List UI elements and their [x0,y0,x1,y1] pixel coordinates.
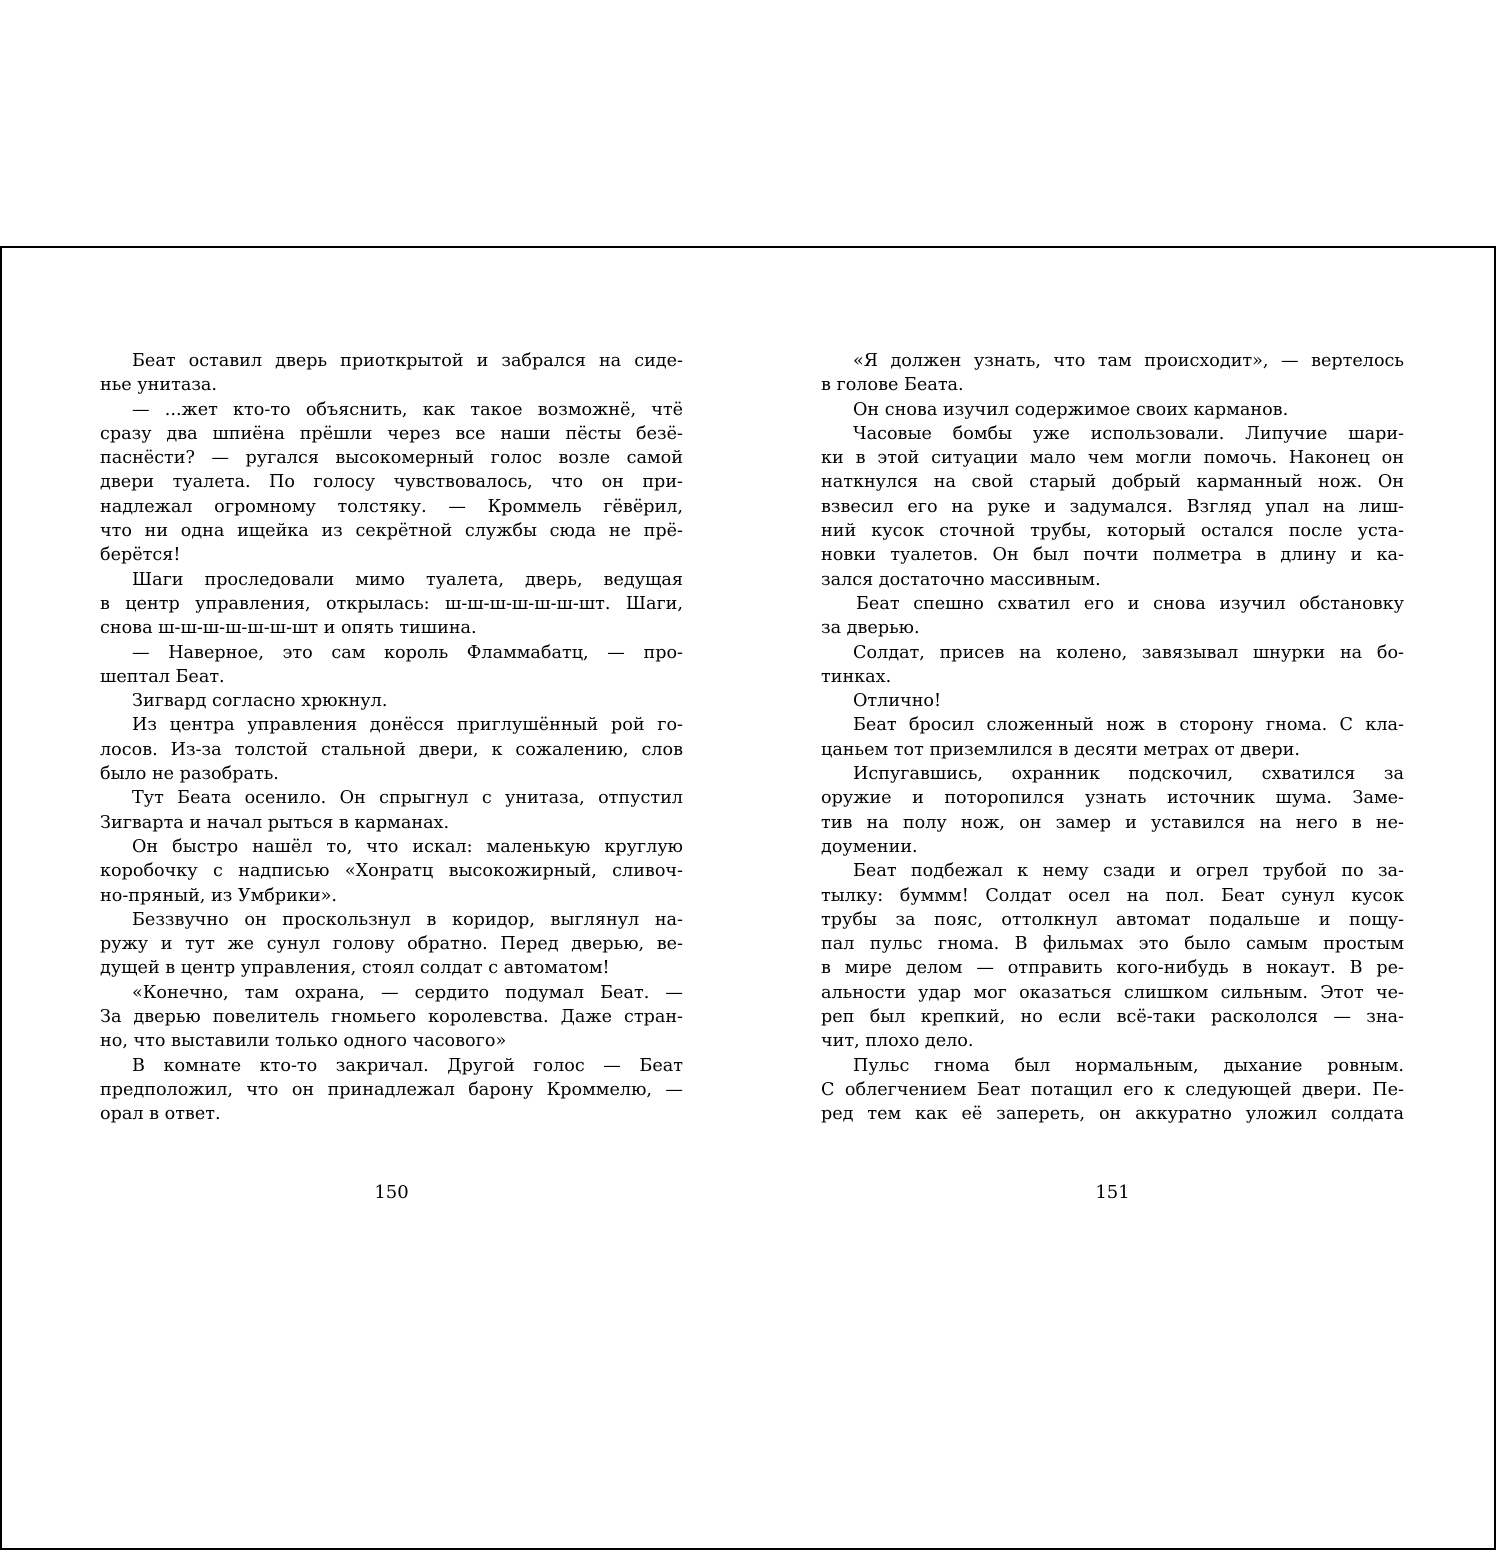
right-page-text [821,349,1404,1127]
text-line: За дверью повелитель гномьего королевства. Даже стран- [100,1007,683,1028]
text-line: что ни одна ищейка из секрётной службы сюда не прё- [100,521,683,542]
text-line: сразу два шпиёна прёшли через все наши пёсты безё- [100,423,683,444]
text-line: нье унитаза. [100,375,218,396]
text-line: ружу и тут же сунул голову обратно. Перед дверью, ве- [100,934,683,955]
text-line: шептал Беат. [100,666,225,687]
text-line: оружие и поторопился узнать источник шума. Заме- [821,788,1404,809]
right-page-number: 151 [1095,1182,1130,1203]
text-line: дущей в центр управления, стоял солдат с автоматом! [100,958,610,979]
text-line: Солдат, присев на колено, завязывал шнурки на бо- [853,642,1404,663]
text-line: Беат бросил сложенный нож в сторону гнома. С кла- [853,715,1404,736]
text-line: ки в этой ситуации мало чем могли помочь. Наконец он [821,448,1404,469]
text-line: цаньем тот приземлился в десяти метрах от двери. [821,739,1300,760]
text-line: ний кусок сточной трубы, который остался после уста- [821,521,1404,542]
text-line: Зигвард согласно хрюкнул. [132,691,388,712]
text-line: орал в ответ. [100,1104,221,1125]
text-line: чит, плохо дело. [821,1031,974,1052]
text-line: тылку: буммм! Солдат осел на пол. Беат сунул кусок [821,885,1404,906]
text-line: тив на полу нож, он замер и уставился на него в не- [821,812,1404,833]
text-line: Беат оставил дверь приоткрытой и забрался на сиде- [132,351,683,371]
text-line: Отлично! [853,691,942,712]
text-line: снова ш-ш-ш-ш-ш-ш-шт и опять тишина. [100,618,477,639]
text-line: альности удар мог оказаться слишком сильным. Этот че- [821,982,1404,1003]
text-line: зался достаточно массивным. [821,569,1101,590]
text-line: Зигварта и начал рыться в карманах. [100,812,450,833]
text-line: лосов. Из-за толстой стальной двери, к сожалению, слов [100,739,683,760]
text-line: Из центра управления донёсся приглушённый рой го- [132,715,683,736]
text-line: — Наверное, это сам король Фламмабатц, — про- [132,642,683,663]
text-line: коробочку с надписью «Хонратц высокожирный, сливоч- [100,861,683,882]
text-line: Беззвучно он проскользнул в коридор, выглянул на- [132,909,683,930]
text-line: но-пряный, из Умбрики». [100,885,337,906]
text-line: Пульс гнома был нормальным, дыхание ровным. [853,1055,1404,1076]
text-line: в центр управления, открылась: ш-ш-ш-ш-ш-ш-шт. Шаги, [100,593,683,614]
text-line: С облегчением Беат потащил его к следующей двери. Пе- [821,1079,1404,1100]
text-line: Беат подбежал к нему сзади и огрел трубой по за- [853,861,1404,882]
text-line: Он снова изучил содержимое своих карманов. [853,399,1289,420]
text-line: берётся! [100,545,181,566]
text-line: Он быстро нашёл то, что искал: маленькую круглую [132,836,683,857]
text-line: взвесил его на руке и задумался. Взгляд упал на лиш- [821,496,1404,517]
text-line: надлежал огромному толстяку. — Кроммель гёвёрил, [100,496,683,517]
text-line: тинках. [821,666,892,687]
text-line: в мире делом — отправить кого-нибудь в нокаут. В ре- [821,958,1404,979]
left-page-number: 150 [374,1182,409,1203]
text-line: ред тем как её запереть, он аккуратно уложил солдата [821,1104,1404,1125]
text-line: двери туалета. По голосу чувствовалось, что он при- [100,472,683,493]
text-line: Часовые бомбы уже использовали. Липучие шари- [853,423,1404,444]
text-line: В комнате кто-то закричал. Другой голос — Беат [132,1055,683,1076]
text-line: паснёсти? — ругался высокомерный голос возле самой [100,448,683,469]
text-line: новки туалетов. Он был почти полметра в длину и ка- [821,545,1404,566]
text-line: трубы за пояс, оттолкнул автомат подальше и пощу- [821,909,1404,930]
text-line: но, что выставили только одного часового» [100,1031,507,1052]
text-line: реп был крепкий, но если всё-таки раскололся — зна- [821,1007,1404,1028]
book-spread [0,246,1496,1550]
left-page-text [100,349,683,1127]
text-line: наткнулся на свой старый добрый карманный нож. Он [821,472,1404,493]
text-line: Испугавшись, охранник подскочил, схватился за [853,764,1404,785]
text-line: Тут Беата осенило. Он спрыгнул с унитаза, отпустил [132,788,683,809]
text-line: Беат спешно схватил его и снова изучил обстановку [856,593,1404,614]
text-line: в голове Беата. [821,375,964,396]
text-line: «Я должен узнать, что там происходит», — вертелось [853,351,1404,371]
text-line: было не разобрать. [100,764,279,785]
text-line: за дверью. [821,618,920,639]
text-line: доумении. [821,836,918,857]
text-line: — ...жет кто-то объяснить, как такое возможнё, чтё [132,399,683,420]
text-line: «Конечно, там охрана, — сердито подумал Беат. — [132,982,683,1003]
text-line: Шаги проследовали мимо туалета, дверь, ведущая [132,569,683,590]
text-line: пал пульс гнома. В фильмах это было самым простым [821,934,1404,955]
text-line: предположил, что он принадлежал барону Кроммелю, — [100,1079,683,1100]
